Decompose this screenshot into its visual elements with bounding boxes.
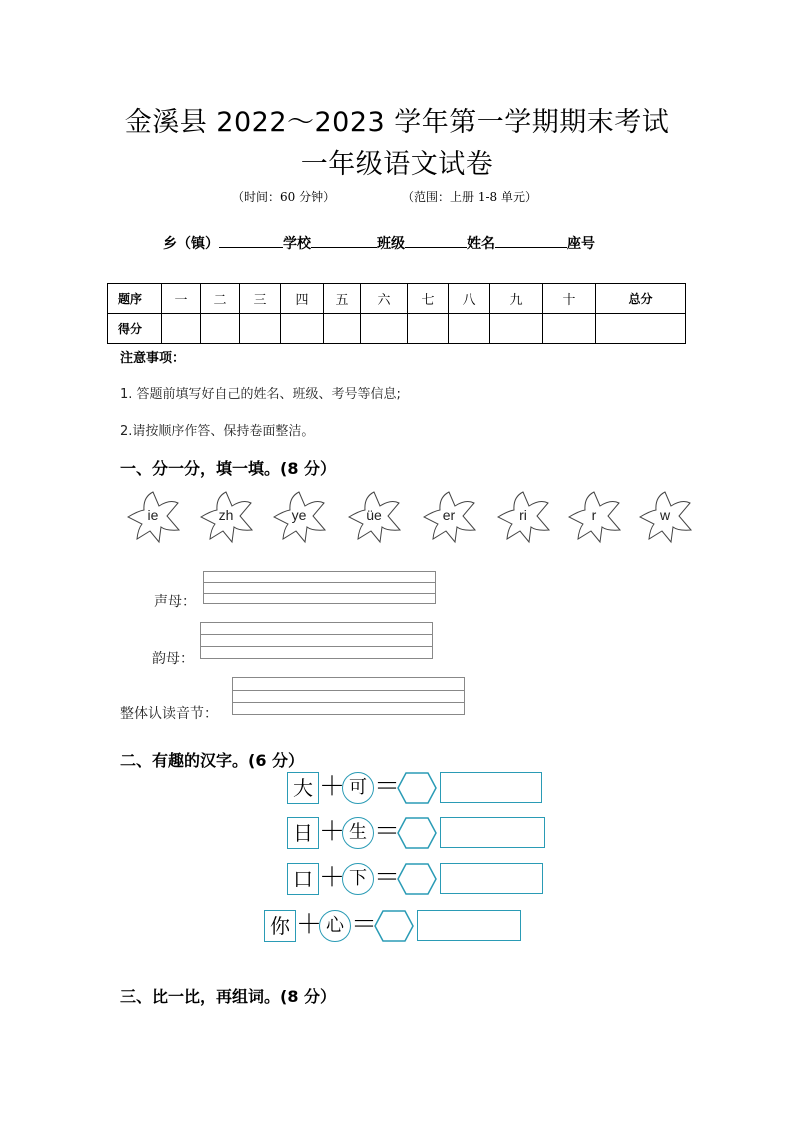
finals-label: 韵母： bbox=[152, 651, 194, 667]
col-header: 十 bbox=[543, 284, 596, 314]
char-equation-row bbox=[287, 817, 587, 853]
syllable-label: er bbox=[442, 507, 456, 523]
char-equation-row bbox=[264, 910, 564, 946]
col-header-total: 总分 bbox=[596, 284, 686, 314]
notice-title: 注意事项： bbox=[120, 351, 186, 366]
word-answer-box[interactable] bbox=[440, 772, 542, 803]
char-part-b: 心 bbox=[319, 910, 351, 942]
notice-item-2: 2.请按顺序作答、保持卷面整洁。 bbox=[120, 424, 315, 439]
time-note: （时间：60 分钟） bbox=[232, 190, 336, 204]
row-label-score: 得分 bbox=[108, 314, 162, 344]
char-part-a: 你 bbox=[264, 910, 296, 942]
class-label: 班级 bbox=[377, 236, 405, 252]
syllable-label: w bbox=[659, 507, 671, 523]
score-cell[interactable] bbox=[162, 314, 201, 344]
col-header: 八 bbox=[449, 284, 490, 314]
char-part-a: 大 bbox=[287, 772, 319, 804]
scope-note: （范围：上册 1-8 单元） bbox=[402, 190, 537, 204]
town-label: 乡（镇） bbox=[163, 236, 219, 252]
row-label-order: 题序 bbox=[108, 284, 162, 314]
col-header: 五 bbox=[324, 284, 361, 314]
score-cell[interactable] bbox=[324, 314, 361, 344]
syllable-label: ye bbox=[291, 507, 307, 523]
equals-sign: ＝ bbox=[374, 772, 401, 802]
syllable-label: üe bbox=[366, 507, 382, 523]
whole-syllable-label: 整体认读音节： bbox=[120, 706, 218, 722]
writing-guide-line bbox=[204, 582, 435, 583]
col-header: 三 bbox=[240, 284, 281, 314]
town-blank[interactable] bbox=[219, 233, 283, 248]
plus-sign: ＋ bbox=[319, 863, 346, 893]
equals-sign: ＝ bbox=[351, 910, 378, 940]
writing-guide-line bbox=[204, 593, 435, 594]
notice-item-1: 1. 答题前填写好自己的姓名、班级、考号等信息; bbox=[120, 387, 401, 402]
col-header: 七 bbox=[408, 284, 449, 314]
syllable-star bbox=[420, 489, 478, 545]
finals-writing-box[interactable] bbox=[200, 622, 433, 659]
syllable-label: zh bbox=[218, 507, 234, 523]
char-part-a: 口 bbox=[287, 863, 319, 895]
score-cell-total[interactable] bbox=[596, 314, 686, 344]
word-answer-box[interactable] bbox=[440, 863, 543, 894]
school-label: 学校 bbox=[283, 236, 311, 252]
plus-sign: ＋ bbox=[296, 910, 323, 940]
plus-sign: ＋ bbox=[319, 817, 346, 847]
score-cell[interactable] bbox=[543, 314, 596, 344]
seat-label: 座号 bbox=[567, 236, 595, 252]
section2-title: 二、有趣的汉字。(6 分） bbox=[120, 751, 305, 770]
score-table-header-row bbox=[108, 284, 686, 314]
word-answer-box[interactable] bbox=[417, 910, 521, 941]
writing-guide-line bbox=[201, 646, 432, 647]
score-cell[interactable] bbox=[408, 314, 449, 344]
syllable-label: ie bbox=[147, 507, 159, 523]
initials-writing-box[interactable] bbox=[203, 571, 436, 604]
syllable-label: r bbox=[591, 507, 597, 523]
score-table bbox=[107, 283, 686, 344]
col-header: 二 bbox=[201, 284, 240, 314]
section3-title: 三、比一比，再组词。(8 分） bbox=[120, 987, 337, 1006]
syllable-star bbox=[345, 489, 403, 545]
equals-sign: ＝ bbox=[374, 863, 401, 893]
plus-sign: ＋ bbox=[319, 772, 346, 802]
score-cell[interactable] bbox=[201, 314, 240, 344]
score-cell[interactable] bbox=[240, 314, 281, 344]
name-label: 姓名 bbox=[467, 236, 495, 252]
student-info-row bbox=[163, 233, 595, 253]
hexagon-answer-icon[interactable] bbox=[374, 910, 414, 942]
syllable-label: ri bbox=[519, 507, 527, 523]
writing-guide-line bbox=[233, 690, 464, 691]
score-cell[interactable] bbox=[361, 314, 408, 344]
col-header: 一 bbox=[162, 284, 201, 314]
col-header: 四 bbox=[281, 284, 324, 314]
school-blank[interactable] bbox=[311, 233, 377, 248]
exam-title: 金溪县 2022～2023 学年第一学期期末考试 bbox=[124, 107, 670, 138]
class-blank[interactable] bbox=[405, 233, 467, 248]
initials-label: 声母： bbox=[154, 594, 196, 610]
exam-subtitle: 一年级语文试卷 bbox=[300, 149, 494, 180]
syllable-star bbox=[124, 489, 182, 545]
syllable-star bbox=[565, 489, 623, 545]
syllable-star bbox=[636, 489, 694, 545]
char-part-b: 下 bbox=[342, 863, 374, 895]
syllable-star bbox=[197, 489, 255, 545]
equals-sign: ＝ bbox=[374, 817, 401, 847]
whole-syllable-writing-box[interactable] bbox=[232, 677, 465, 715]
hexagon-answer-icon[interactable] bbox=[397, 817, 437, 849]
score-cell[interactable] bbox=[281, 314, 324, 344]
hexagon-answer-icon[interactable] bbox=[397, 863, 437, 895]
char-part-b: 生 bbox=[342, 817, 374, 849]
section1-title: 一、分一分，填一填。(8 分） bbox=[120, 459, 337, 478]
writing-guide-line bbox=[233, 702, 464, 703]
char-part-a: 日 bbox=[287, 817, 319, 849]
score-cell[interactable] bbox=[490, 314, 543, 344]
col-header: 六 bbox=[361, 284, 408, 314]
writing-guide-line bbox=[201, 634, 432, 635]
char-equation-row bbox=[287, 863, 587, 899]
col-header: 九 bbox=[490, 284, 543, 314]
score-cell[interactable] bbox=[449, 314, 490, 344]
char-part-b: 可 bbox=[342, 772, 374, 804]
name-blank[interactable] bbox=[495, 233, 567, 248]
char-equation-row bbox=[287, 772, 587, 808]
score-table-score-row bbox=[108, 314, 686, 344]
hexagon-answer-icon[interactable] bbox=[397, 772, 437, 804]
syllable-star bbox=[270, 489, 328, 545]
word-answer-box[interactable] bbox=[440, 817, 545, 848]
syllable-star bbox=[494, 489, 552, 545]
